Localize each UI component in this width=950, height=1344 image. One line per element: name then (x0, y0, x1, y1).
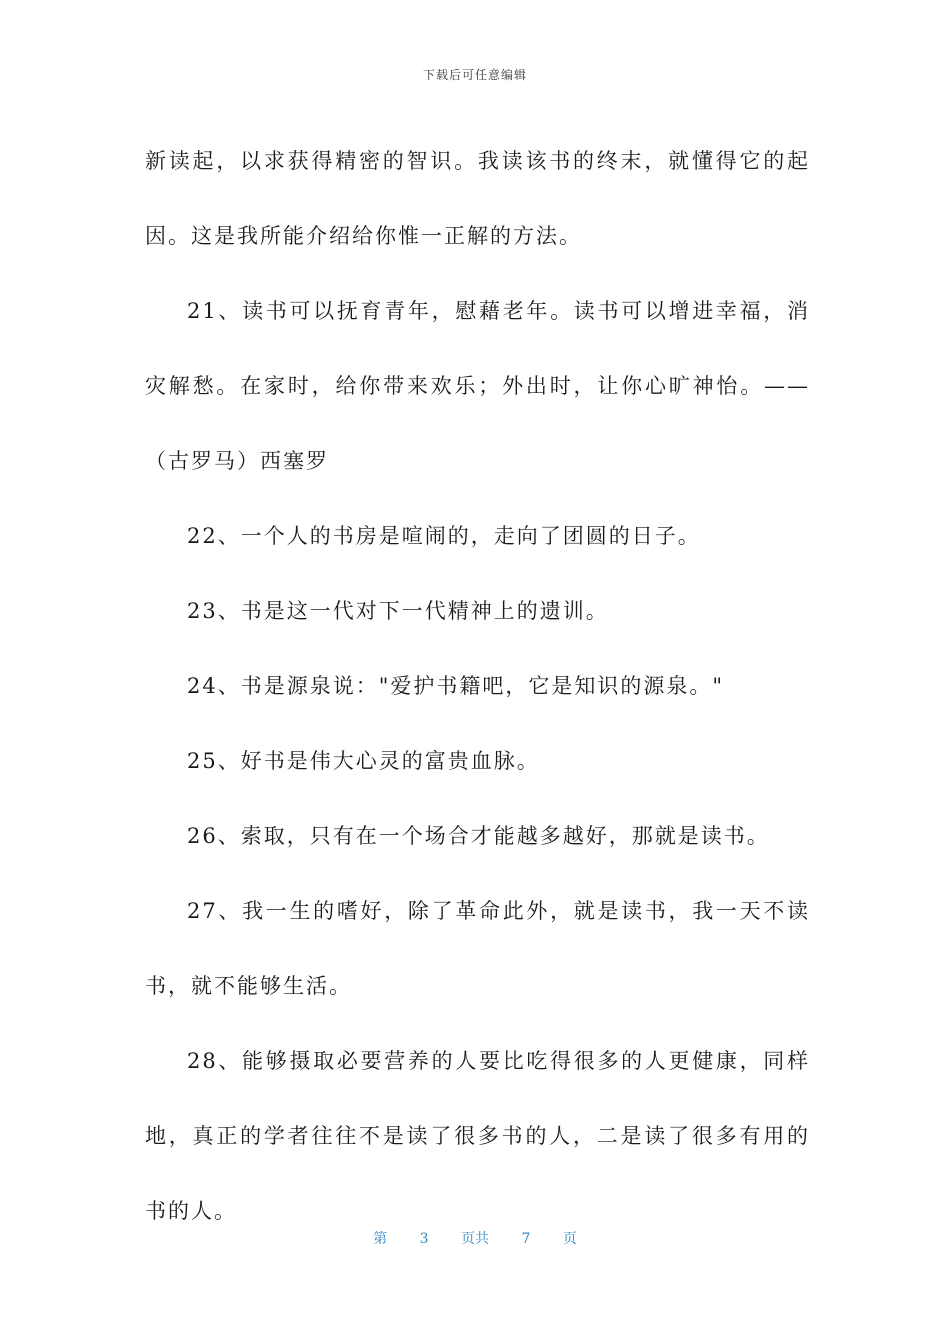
footer-middle: 页共 (461, 1231, 489, 1247)
quote-25: 25、好书是伟大心灵的富贵血脉。 (187, 749, 540, 773)
document-body (145, 124, 810, 1249)
footer-prefix: 第 (373, 1231, 388, 1247)
footer-total-pages: 7 (521, 1231, 531, 1247)
page-footer (0, 1228, 950, 1248)
paragraph-continuation: 新读起，以求获得精密的智识。我读该书的终末，就懂得它的起因。这是我所能介绍给你惟一正解的方法。 (145, 149, 810, 248)
page-header: 下载后可任意编辑 (422, 68, 527, 82)
footer-current-page: 3 (419, 1231, 429, 1247)
quote-24: 24、书是源泉说："爱护书籍吧，它是知识的源泉。" (187, 674, 725, 698)
footer-suffix: 页 (562, 1231, 577, 1247)
quote-23: 23、书是这一代对下一代精神上的遗训。 (187, 599, 609, 623)
quote-27: 27、我一生的嗜好，除了革命此外，就是读书，我一天不读书，就不能够生活。 (145, 899, 810, 998)
quote-26: 26、索取，只有在一个场合才能越多越好，那就是读书。 (187, 824, 770, 848)
quote-22: 22、一个人的书房是喧闹的，走向了团圆的日子。 (187, 524, 701, 548)
quote-21: 21、读书可以抚育青年，慰藉老年。读书可以增进幸福，消灾解愁。在家时，给你带来欢乐；外出时，让你心旷神怡。——（古罗马）西塞罗 (145, 299, 810, 473)
quote-28: 28、能够摄取必要营养的人要比吃得很多的人更健康，同样地，真正的学者往往不是读了很多书的人，二是读了很多有用的书的人。 (145, 1049, 810, 1223)
